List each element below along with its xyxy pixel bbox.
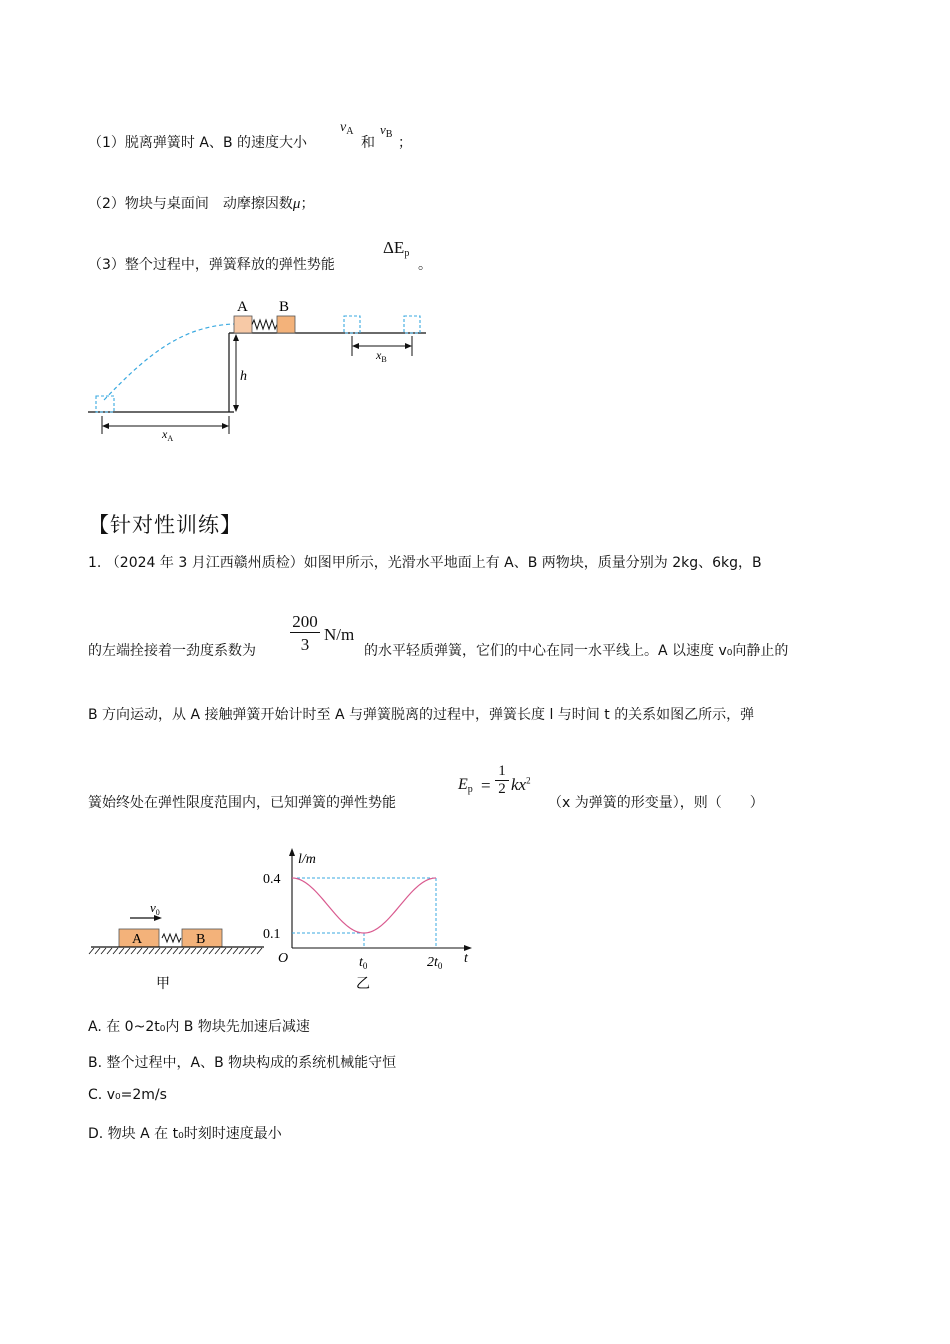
question-3: （3）整个过程中，弹簧释放的弹性势能 <box>88 257 335 273</box>
symbol-delta-ep: $\Delta E_p$ <box>383 238 410 259</box>
trajectory-curve <box>104 324 234 400</box>
ground-hatch <box>209 948 214 954</box>
ground-hatch <box>221 948 226 954</box>
block-a-label: A <box>132 932 143 947</box>
problem-line-2-pre: 的左端拴接着一劲度系数为 <box>88 643 256 659</box>
symbol-ep: $E_p$ <box>458 776 473 795</box>
label-a: A <box>237 299 248 315</box>
ground-hatch <box>245 948 250 954</box>
half-fraction <box>495 763 509 798</box>
label-xa: $x_A$ <box>162 427 174 443</box>
ground-hatch <box>137 948 142 954</box>
section-title: 【针对性训练】 <box>88 513 242 537</box>
ground-hatch <box>233 948 238 954</box>
caption-yi: 乙 <box>356 976 370 992</box>
y-tick-high: 0.4 <box>263 872 281 887</box>
block-b-label: B <box>196 932 206 947</box>
kx-squared: $kx^2$ <box>511 775 531 794</box>
x-tick-t0: $t_0$ <box>359 955 368 971</box>
ground-hatch <box>119 948 124 954</box>
ground-hatch <box>113 948 118 954</box>
fraction-denominator: 2 <box>495 780 509 798</box>
ground-hatch <box>143 948 148 954</box>
fraction-denominator: 3 <box>290 632 320 655</box>
problem-line-1: 1. （2024 年 3 月江西赣州质检）如图甲所示，光滑水平地面上有 A、B 两物块，质量分别为 2kg、6kg，B <box>88 555 762 571</box>
option-d[interactable]: D. 物块 A 在 t₀时刻时速度最小 <box>88 1126 282 1142</box>
y-tick-low: 0.1 <box>263 927 281 942</box>
punctuation: 。 <box>418 257 432 273</box>
stiffness-unit: N/m <box>324 625 355 644</box>
problem-line-3: B 方向运动，从 A 接触弹簧开始计时至 A 与弹簧脱离的过程中，弹簧长度 l 与时间 t 的关系如图乙所示，弹 <box>88 707 755 723</box>
symbol-vb: $v_B$ <box>380 122 393 140</box>
ground-hatch <box>167 948 172 954</box>
ground-hatch <box>251 948 256 954</box>
symbol-va: $v_A$ <box>340 120 354 137</box>
graph-yi <box>263 848 472 992</box>
ground-hatch <box>101 948 106 954</box>
spring-length-curve <box>292 878 436 933</box>
question-number: （1） <box>88 135 125 151</box>
ground-hatch <box>149 948 154 954</box>
option-c[interactable]: C. v₀=2m/s <box>88 1087 167 1103</box>
ground-hatch <box>203 948 208 954</box>
ground-hatch <box>125 948 130 954</box>
problem-line-4-pre: 簧始终处在弹性限度范围内，已知弹簧的弹性势能 <box>88 795 396 811</box>
ground-hatch <box>227 948 232 954</box>
figure-projectile <box>86 296 436 446</box>
figure-spring-graph <box>86 842 486 997</box>
spring <box>162 934 181 942</box>
ground-hatch <box>191 948 196 954</box>
problem-line-4-post: （x 为弹簧的形变量），则（ ） <box>548 795 764 811</box>
label-xb: $x_B$ <box>376 348 387 364</box>
conjunction-and: 和 <box>361 135 375 151</box>
label-h: h <box>240 369 247 384</box>
label-b: B <box>279 299 290 315</box>
ground-hatch <box>185 948 190 954</box>
caption-jia: 甲 <box>156 976 170 992</box>
question-2: （2）物块与桌面间 动摩擦因数μ； <box>88 196 315 212</box>
fraction-numerator: 1 <box>498 763 506 779</box>
diagram-jia <box>89 900 264 992</box>
block-a <box>234 316 252 333</box>
punctuation: ； <box>398 135 412 151</box>
ground-hatch <box>257 948 262 954</box>
label-v0: $v_0$ <box>150 900 160 917</box>
ground-hatch <box>107 948 112 954</box>
spring <box>252 320 277 329</box>
option-b[interactable]: B. 整个过程中，A、B 物块构成的系统机械能守恒 <box>88 1055 397 1071</box>
question-1 <box>88 132 307 152</box>
ground-hatch <box>89 948 94 954</box>
stiffness-fraction <box>290 612 320 655</box>
x-tick-2t0: $2t_0$ <box>427 955 443 971</box>
question-text: 脱离弹簧时 A、B 的速度大小 <box>124 135 308 151</box>
ground-hatch <box>179 948 184 954</box>
ground-hatch <box>131 948 136 954</box>
block-b-end-ghost <box>404 316 420 333</box>
guide-lines <box>292 878 436 948</box>
ground-hatch <box>95 948 100 954</box>
origin-label: O <box>278 951 289 966</box>
ground-hatch <box>155 948 160 954</box>
y-axis-label: l/m <box>298 852 316 867</box>
ground-hatch <box>215 948 220 954</box>
fraction-numerator: 200 <box>292 612 318 631</box>
ground-hatch <box>197 948 202 954</box>
problem-line-2-post: 的水平轻质弹簧，它们的中心在同一水平线上。A 以速度 v₀向静止的 <box>364 643 789 659</box>
ground-hatch <box>239 948 244 954</box>
ground-hatch <box>173 948 178 954</box>
block-b-start-ghost <box>344 316 360 333</box>
block-b <box>277 316 295 333</box>
equals-sign: = <box>481 776 491 795</box>
option-a[interactable]: A. 在 0~2t₀内 B 物块先加速后减速 <box>88 1019 310 1035</box>
x-axis-label: t <box>464 951 468 966</box>
ground-hatch <box>161 948 166 954</box>
